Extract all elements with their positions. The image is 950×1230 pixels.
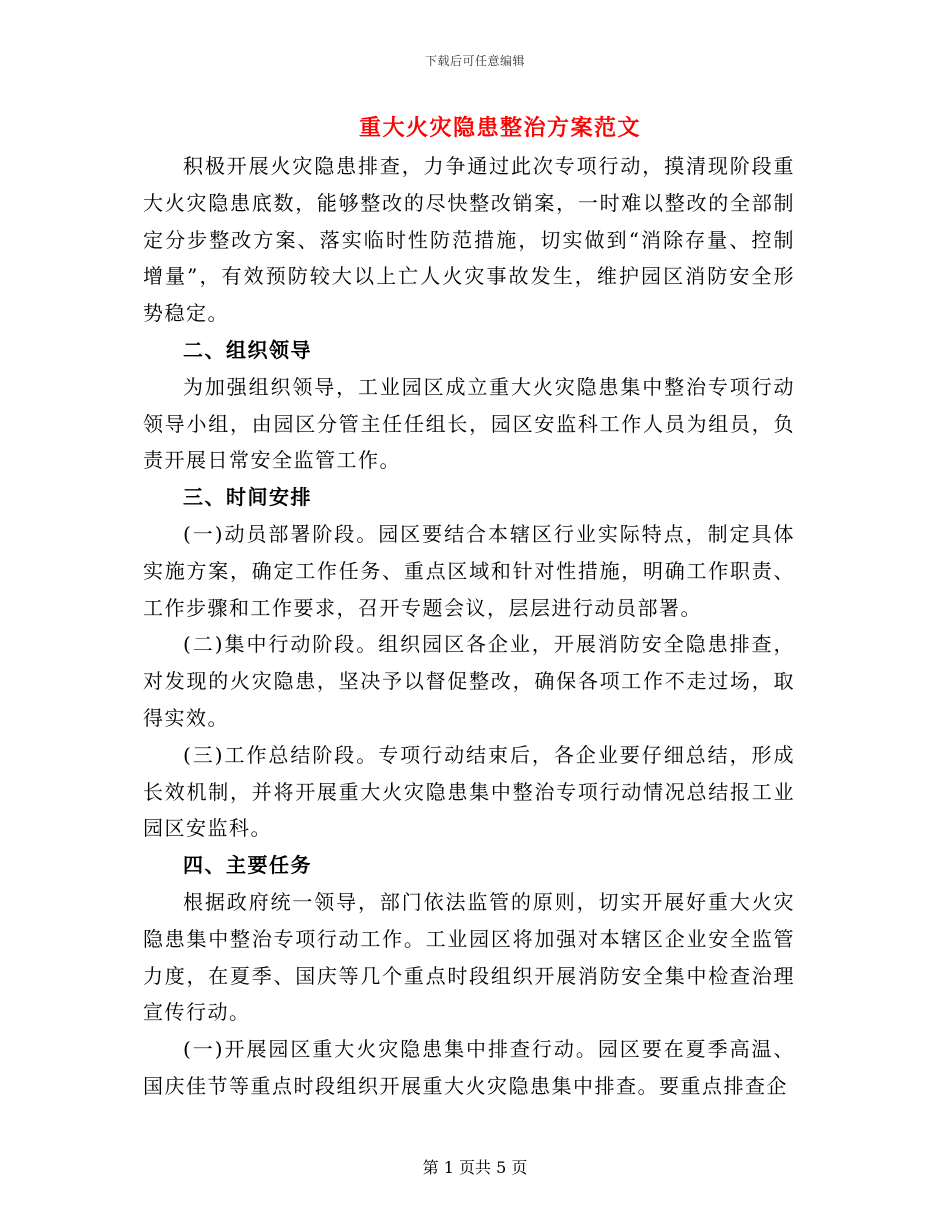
section-heading-tasks: 四、主要任务 <box>183 853 312 878</box>
paragraph-intro: 积极开展火灾隐患排查，力争通过此次专项行动，摸清现阶段重大火灾隐患底数，能够整改的尽快整改销案，一时难以整改的全部制定分步整改方案、落实临时性防范措施，切实做到“消除存量、控制增量”，有效预防较大以上亡人火灾事故发生，维护园区消防安全形势稳定。 <box>143 154 795 326</box>
section-heading-organization: 二、组织领导 <box>183 337 312 362</box>
section-heading-schedule: 三、时间安排 <box>183 485 312 510</box>
paragraph-schedule-phase-1: (一)动员部署阶段。园区要结合本辖区行业实际特点，制定具体实施方案，确定工作任务、重点区域和针对性措施，明确工作职责、工作步骤和工作要求，召开专题会议，层层进行动员部署。 <box>143 521 795 620</box>
page-number: 第 1 页共 5 页 <box>422 1158 528 1177</box>
header-note: 下载后可任意编辑 <box>424 54 525 68</box>
paragraph-schedule-phase-3: (三)工作总结阶段。专项行动结束后，各企业要仔细总结，形成长效机制，并将开展重大火灾隐患集中整治专项行动情况总结报工业园区安监科。 <box>143 742 795 841</box>
paragraph-tasks-intro: 根据政府统一领导，部门依法监管的原则，切实开展好重大火灾隐患集中整治专项行动工作。工业园区将加强对本辖区企业安全监管力度，在夏季、国庆等几个重点时段组织开展消防安全集中检查治理宣传行动。 <box>143 889 795 1025</box>
document-body <box>143 148 795 1105</box>
paragraph-organization: 为加强组织领导，工业园区成立重大火灾隐患集中整治专项行动领导小组，由园区分管主任任组长，园区安监科工作人员为组员，负责开展日常安全监管工作。 <box>143 374 795 473</box>
paragraph-schedule-phase-2: (二)集中行动阶段。组织园区各企业，开展消防安全隐患排查，对发现的火灾隐患，坚决予以督促整改，确保各项工作不走过场，取得实效。 <box>143 632 795 730</box>
paragraph-tasks-1: (一)开展园区重大火灾隐患集中排查行动。园区要在夏季高温、国庆佳节等重点时段组织开展重大火灾隐患集中排查。要重点排查企 <box>143 1037 795 1098</box>
document-title: 重大火灾隐患整治方案范文 <box>358 115 641 141</box>
